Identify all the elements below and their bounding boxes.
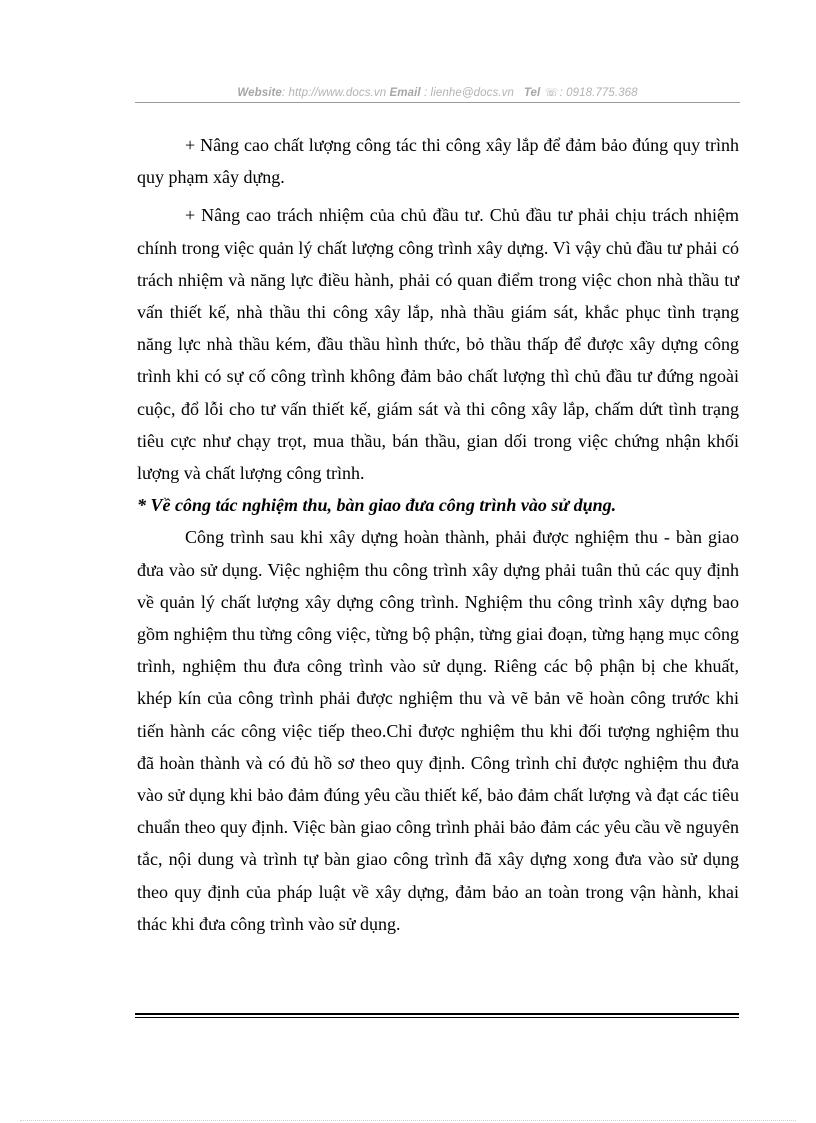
paragraph-quality: + Nâng cao chất lượng công tác thi công xây lắp để đảm bảo đúng quy trình quy phạm xây dựng.	[137, 135, 739, 188]
tel-number: : 0918.775.368	[559, 87, 638, 99]
website-label: Website	[237, 87, 282, 99]
website-url[interactable]: : http://www.docs.vn	[281, 87, 387, 99]
page-bottom-border	[20, 1120, 796, 1121]
footer-divider	[135, 1013, 739, 1018]
tel-label: Tel	[523, 87, 541, 99]
paragraph-investor: + Nâng cao trách nhiệm của chủ đầu tư. Chủ đầu tư phải chịu trách nhiệm chính trong việc quản lý chất lượng công trình xây dựng. Vì vậy chủ đầu tư phải có trách nhiệm và năng lực điều hành, phải có quan điểm trong việc chon nhà thầu tư vấn thiết kế, nhà thầu thi công xây lắp, nhà thầu giám sát, khắc phục tình trạng năng lực nhà thầu kém, đầu thầu hình thức, bỏ thầu thấp để được xây dựng công trình khi có sự cố công trình không đảm bảo chất lượng thì chủ đầu tư đứng ngoài cuộc, đổ lỗi cho tư vấn thiết kế, giám sát và thi công xây lắp, chấm dứt tình trạng tiêu cực như chạy trọt, mua thầu, bán thầu, gian dối trong việc chứng nhận khối lượng và chất lượng công trình.	[137, 205, 739, 484]
email-label: Email	[389, 87, 421, 99]
telephone-icon: ☏	[544, 87, 559, 99]
page-header	[135, 86, 740, 99]
section-heading: * Về công tác nghiệm thu, bàn giao đưa công trình vào sử dụng.	[137, 495, 617, 516]
paragraph-acceptance: Công trình sau khi xây dựng hoàn thành, phải được nghiệm thu - bàn giao đưa vào sử dụng. Việc nghiệm thu công trình xây dựng phải tuân thủ các quy định về quản lý chất lượng xây dựng công trình. Nghiệm thu công trình xây dựng bao gồm nghiệm thu từng công việc, từng bộ phận, từng giai đoạn, từng hạng mục công trình, nghiệm thu đưa công trình vào sử dụng. Riêng các bộ phận bị che khuất, khép kín của công trình phải được nghiệm thu và vẽ bản vẽ hoàn công trước khi tiến hành các công việc tiếp theo.Chỉ được nghiệm thu khi đối tượng nghiệm thu đã hoàn thành và có đủ hồ sơ theo quy định. Công trình chỉ được nghiệm thu đưa vào sử dụng khi bảo đảm đúng yêu cầu thiết kế, bảo đảm chất lượng và đạt các tiêu chuẩn theo quy định. Việc bàn giao công trình phải bảo đảm các yêu cầu về nguyên tắc, nội dung và trình tự bàn giao công trình đã xây dựng xong đưa vào sử dụng theo quy định của pháp luật về xây dựng, đảm bảo an toàn trong vận hành, khai thác khi đưa công trình vào sử dụng.	[137, 527, 739, 934]
header-divider	[135, 102, 740, 103]
document-body	[137, 129, 739, 940]
email-address[interactable]: : lienhe@docs.vn	[420, 87, 514, 99]
